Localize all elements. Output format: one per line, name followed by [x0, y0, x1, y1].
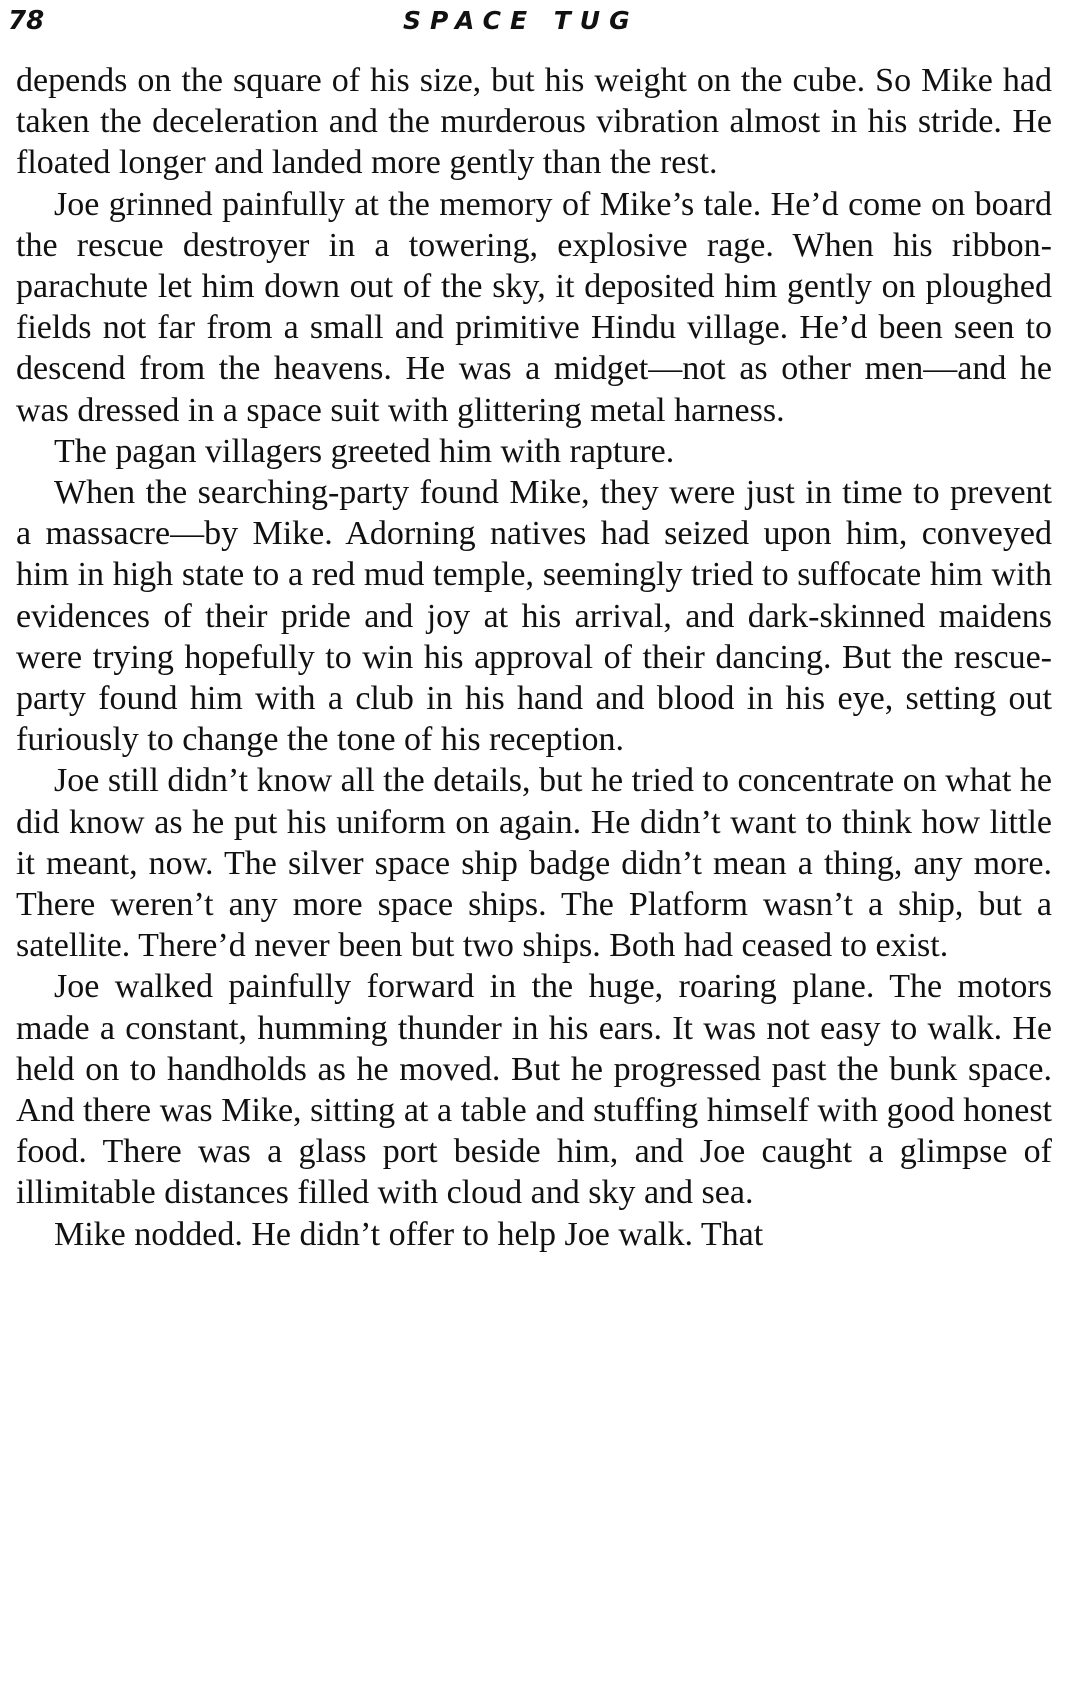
running-title: SPACE TUG [403, 6, 639, 35]
paragraph: depends on the square of his size, but his weight on the cube. So Mike had taken the deceleration and the murderous vibration almost in his stride. He floated longer and landed more gently than the rest. [16, 62, 1052, 182]
page-number: 78 [8, 6, 45, 36]
paragraph: Mike nodded. He didn’t offer to help Joe walk. That [54, 1215, 764, 1253]
paragraph: Joe still didn’t know all the details, but he tried to concentrate on what he did know as he put his uniform on again. He didn’t want to think how little it meant, now. The silver space ship badge didn’t mean a thing, any more. There weren’t any more space ships. The Platform wasn’t a ship, but a satellite. There’d never been but two ships. Both had ceased to exist. [16, 762, 1052, 965]
paragraph: When the searching-party found Mike, they were just in time to prevent a massacre—by Mike. Adorning natives had seized upon him, conveyed him in high state to a red mud temple, seemingly tried to suffocate him with evidences of their pride and joy at his arrival, and dark-skinned maidens were trying hopefully to win his approval of their dancing. But the rescue-party found him with a club in his hand and blood in his eye, setting out furiously to change the tone of his reception. [16, 474, 1052, 759]
paragraph: Joe walked painfully forward in the huge, roaring plane. The motors made a constant, humming thunder in his ears. It was not easy to walk. He held on to handholds as he moved. But he progressed past the bunk space. And there was Mike, sitting at a table and stuffing himself with good honest food. There was a glass port beside him, and Joe caught a glimpse of illimitable distances filled with cloud and sky and sea. [16, 968, 1052, 1212]
paragraph: Joe grinned painfully at the memory of Mike’s tale. He’d come on board the rescue destroyer in a towering, explosive rage. When his ribbon-parachute let him down out of the sky, it deposited him gently on ploughed fields not far from a small and primitive Hindu village. He’d been seen to descend from the heavens. He was a midget—not as other men—and he was dressed in a space suit with glittering metal harness. [16, 185, 1052, 429]
body-text [16, 60, 1052, 1255]
paragraph: The pagan villagers greeted him with rapture. [54, 432, 675, 470]
page-header [8, 4, 1048, 44]
